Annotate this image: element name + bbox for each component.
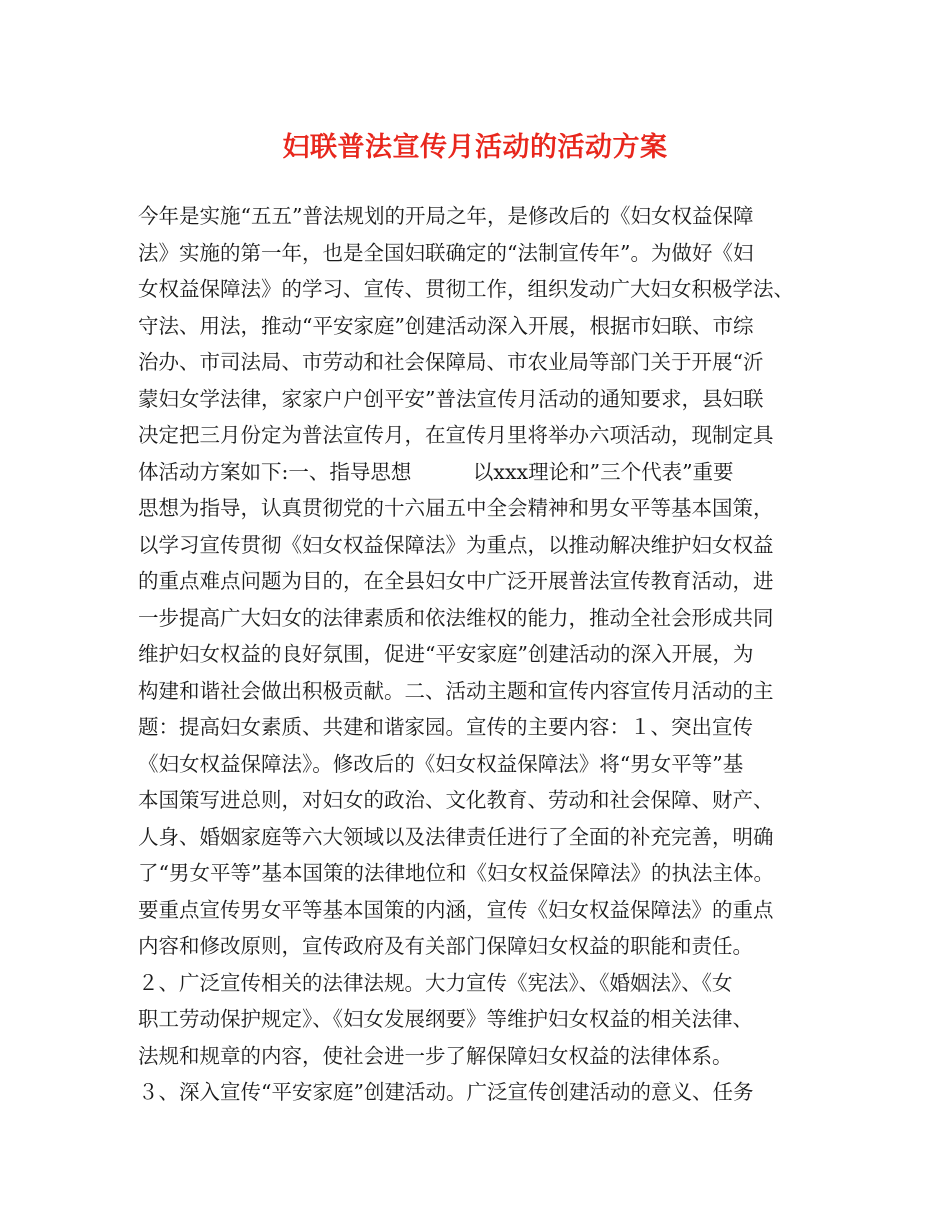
body-line: 以学习宣传贯彻《妇女权益保障法》为重点，以推动解决维护妇女权益 [138, 532, 774, 557]
document-title: 妇联普法宣传月活动的活动方案 [282, 132, 668, 163]
body-line: 《妇女权益保障法》。修改后的《妇女权益保障法》将“男女平等”基 [138, 751, 744, 776]
body-line: 的重点难点问题为目的，在全县妇女中广泛开展普法宣传教育活动，进 [138, 569, 774, 593]
body-line: 维护妇女权益的良好氛围，促进“平安家庭”创建活动的深入开展，为 [138, 642, 754, 666]
body-line: 蒙妇女学法律，家家户户创平安”普法宣传月活动的通知要求，县妇联 [138, 386, 764, 411]
body-line: 治办、市司法局、市劳动和社会保障局、市农业局等部门关于开展“沂 [138, 350, 764, 374]
body-line: 守法、用法，推动“平安家庭”创建活动深入开展，根据市妇联、市综 [138, 313, 754, 338]
body-line: 今年是实施“五五”普法规划的开局之年，是修改后的《妇女权益保障 [138, 204, 754, 228]
body-line: ３、深入宣传“平安家庭”创建活动。广泛宣传创建活动的意义、任务 [138, 1080, 754, 1104]
body-line: 思想为指导，认真贯彻党的十六届五中全会精神和男女平等基本国策， [138, 496, 774, 520]
body-line: 职工劳动保护规定》、《妇女发展纲要》等维护妇女权益的相关法律、 [138, 1007, 753, 1031]
body-line: 法》实施的第一年，也是全国妇联确定的“法制宣传年”。为做好《妇 [138, 240, 754, 265]
body-line: 题：提高妇女素质、共建和谐家园。宣传的主要内容：１、突出宣传 [138, 715, 753, 739]
body-line: 了“男女平等”基本国策的法律地位和《妇女权益保障法》的执法主体。 [138, 861, 774, 885]
body-line: 构建和谐社会做出积极贡献。二、活动主题和宣传内容宣传月活动的主 [138, 678, 774, 703]
body-line: 内容和修改原则，宣传政府及有关部门保障妇女权益的职能和责任。 [138, 934, 753, 958]
body-line: 体活动方案如下:一、指导思想 以xxx理论和”三个代表”重要 [138, 459, 734, 484]
document-body [138, 198, 828, 1111]
body-line: 法规和规章的内容，使社会进一步了解保障妇女权益的法律体系。 [138, 1043, 733, 1068]
body-line: 决定把三月份定为普法宣传月，在宣传月里将举办六项活动，现制定具 [138, 423, 774, 447]
body-line: 人身、婚姻家庭等六大领域以及法律责任进行了全面的补充完善，明确 [138, 824, 774, 849]
body-line: 要重点宣传男女平等基本国策的内涵，宣传《妇女权益保障法》的重点 [138, 897, 774, 922]
body-line: 一步提高广大妇女的法律素质和依法维权的能力，推动全社会形成共同 [138, 605, 774, 630]
body-line: ２、广泛宣传相关的法律法规。大力宣传《宪法》、《婚姻法》、《女 [138, 970, 733, 995]
body-line: 女权益保障法》的学习、宣传、贯彻工作，组织发动广大妇女积极学法、 [138, 277, 794, 301]
body-line: 本国策写进总则，对妇女的政治、文化教育、劳动和社会保障、财产、 [138, 788, 774, 812]
